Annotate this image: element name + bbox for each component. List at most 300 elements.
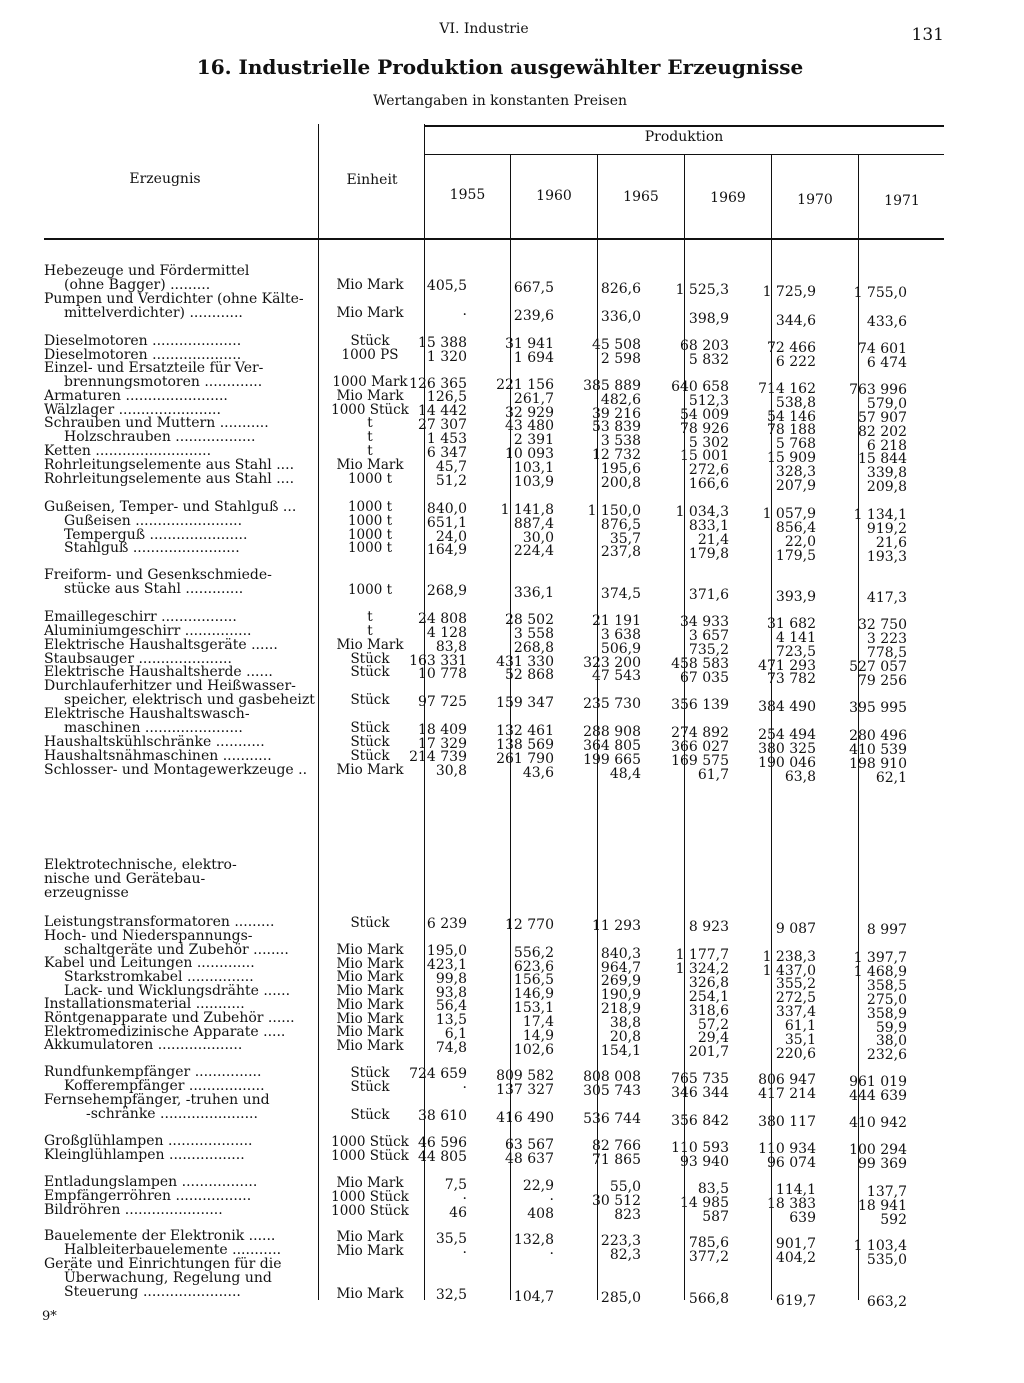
row-unit: 1000 Stück xyxy=(331,402,409,418)
cell-value: 579,0 xyxy=(866,396,907,412)
cell-value: 1 725,9 xyxy=(762,284,816,300)
cell-value: 18 941 xyxy=(858,1198,907,1214)
cell-value: 358,9 xyxy=(866,1006,907,1022)
table-subtitle: Wertangaben in konstanten Preisen xyxy=(372,93,628,109)
cell-value: 100 294 xyxy=(849,1142,907,1158)
cell-value: 3 558 xyxy=(513,626,554,642)
row-label: Temperguß ...................... xyxy=(64,527,248,543)
cell-value: 1 453 xyxy=(426,431,467,447)
row-unit: t xyxy=(367,429,373,445)
cell-value: 78 926 xyxy=(680,421,729,437)
cell-value: 377,2 xyxy=(688,1249,729,1265)
row-label: Großglühlampen ................... xyxy=(44,1133,253,1149)
cell-value: 237,8 xyxy=(600,544,641,560)
cell-value: 336,0 xyxy=(600,309,641,325)
cell-value: 1 437,0 xyxy=(762,963,816,979)
cell-value: 73 782 xyxy=(767,671,816,687)
cell-value: 132 461 xyxy=(496,723,554,739)
row-label: (ohne Bagger) ......... xyxy=(64,277,211,293)
cell-value: 198 910 xyxy=(849,756,907,772)
col-header-year: 1970 xyxy=(797,192,833,208)
cell-value: 29,4 xyxy=(697,1030,729,1046)
cell-value: 38 610 xyxy=(418,1108,467,1124)
cell-value: 57,2 xyxy=(697,1017,729,1033)
cell-value: 83,8 xyxy=(435,639,467,655)
section-heading-line: nische und Gerätebau- xyxy=(44,871,206,887)
cell-value: 261,7 xyxy=(513,391,554,407)
cell-value: 55,0 xyxy=(609,1179,641,1195)
row-unit: 1000 t xyxy=(347,540,393,556)
cell-value: 6 218 xyxy=(866,438,907,454)
cell-value: 1 324,2 xyxy=(675,961,729,977)
cell-value: 200,8 xyxy=(600,475,641,491)
cell-value: 72 466 xyxy=(767,340,816,356)
cell-value: 15 844 xyxy=(858,451,907,467)
row-unit: 1000 PS xyxy=(341,347,399,363)
row-label: Steuerung ...................... xyxy=(64,1284,241,1300)
cell-value: 59,9 xyxy=(875,1020,907,1036)
cell-value: 404,2 xyxy=(775,1250,816,1266)
row-unit: 1000 Stück xyxy=(331,1148,409,1164)
cell-value: 154,1 xyxy=(600,1043,641,1059)
cell-value: 156,5 xyxy=(513,972,554,988)
cell-value: 651,1 xyxy=(426,515,467,531)
row-label: Haushaltsnähmaschinen ........... xyxy=(44,748,272,764)
cell-value: 254,1 xyxy=(688,989,729,1005)
cell-value: 32,5 xyxy=(435,1287,467,1303)
top-rule xyxy=(424,125,944,127)
cell-value: 45,7 xyxy=(435,459,467,475)
cell-value: 27 307 xyxy=(418,417,467,433)
cell-value: 39 216 xyxy=(592,406,641,422)
row-label: Staubsauger ..................... xyxy=(44,651,232,667)
cell-value: 261 790 xyxy=(496,751,554,767)
cell-value: 44 805 xyxy=(418,1149,467,1165)
cell-value: 159 347 xyxy=(496,695,554,711)
cell-value: 356 139 xyxy=(671,697,729,713)
cell-value: 384 490 xyxy=(758,699,816,715)
row-unit: Stück xyxy=(350,664,390,680)
col-rule-unit xyxy=(318,124,319,1300)
cell-value: 190,9 xyxy=(600,987,641,1003)
cell-value: 15 388 xyxy=(418,335,467,351)
cell-value: 10 778 xyxy=(418,666,467,682)
cell-value: 1 397,7 xyxy=(853,950,907,966)
cell-value: · xyxy=(462,1245,467,1261)
cell-value: 126,5 xyxy=(426,389,467,405)
row-label: Dieselmotoren .................... xyxy=(44,333,242,349)
cell-value: 395 995 xyxy=(849,700,907,716)
cell-value: 82,3 xyxy=(609,1247,641,1263)
row-label: Elektromedizinische Apparate ..... xyxy=(44,1024,286,1040)
cell-value: 840,3 xyxy=(600,946,641,962)
cell-value: 374,5 xyxy=(600,586,641,602)
cell-value: 47 543 xyxy=(592,668,641,684)
cell-value: 110 593 xyxy=(671,1140,729,1156)
cell-value: 21,6 xyxy=(875,535,907,551)
cell-value: 808 008 xyxy=(583,1069,641,1085)
cell-value: 856,4 xyxy=(775,520,816,536)
row-unit: 1000 t xyxy=(347,527,393,543)
cell-value: 826,6 xyxy=(600,281,641,297)
row-unit: Stück xyxy=(350,651,390,667)
cell-value: 153,1 xyxy=(513,1000,554,1016)
cell-value: 405,5 xyxy=(426,278,467,294)
cell-value: 79 256 xyxy=(858,673,907,689)
cell-value: 24,0 xyxy=(435,529,467,545)
row-unit: 1000 t xyxy=(347,513,393,529)
cell-value: 482,6 xyxy=(600,392,641,408)
cell-value: 1 177,7 xyxy=(675,947,729,963)
cell-value: 31 941 xyxy=(505,336,554,352)
cell-value: 640 658 xyxy=(671,379,729,395)
cell-value: 12 770 xyxy=(505,917,554,933)
cell-value: 318,6 xyxy=(688,1003,729,1019)
cell-value: 285,0 xyxy=(600,1290,641,1306)
cell-value: 48 637 xyxy=(505,1151,554,1167)
row-label: Rohrleitungselemente aus Stahl .... xyxy=(44,471,295,487)
cell-value: 220,6 xyxy=(775,1046,816,1062)
cell-value: 15 001 xyxy=(680,448,729,464)
cell-value: 21,4 xyxy=(697,532,729,548)
row-unit: Mio Mark xyxy=(336,637,404,653)
cell-value: 46 596 xyxy=(418,1135,467,1151)
chapter-title: VI. Industrie xyxy=(439,21,529,37)
cell-value: 667,5 xyxy=(513,280,554,296)
cell-value: 268,9 xyxy=(426,583,467,599)
cell-value: 93,8 xyxy=(435,985,467,1001)
cell-value: 239,6 xyxy=(513,308,554,324)
cell-value: 21 191 xyxy=(592,613,641,629)
cell-value: 778,5 xyxy=(866,645,907,661)
cell-value: 344,6 xyxy=(775,313,816,329)
row-label: brennungsmotoren ............. xyxy=(64,374,263,390)
row-label: Emaillegeschirr ................. xyxy=(44,609,237,625)
cell-value: 99 369 xyxy=(858,1156,907,1172)
cell-value: 82 202 xyxy=(858,424,907,440)
cell-value: 48,4 xyxy=(609,766,641,782)
cell-value: 102,6 xyxy=(513,1042,554,1058)
cell-value: 38,0 xyxy=(875,1033,907,1049)
cell-value: 4 128 xyxy=(426,625,467,641)
cell-value: 385 889 xyxy=(583,378,641,394)
cell-value: 269,9 xyxy=(600,973,641,989)
row-unit: 1000 Stück xyxy=(331,1203,409,1219)
cell-value: 3 538 xyxy=(600,433,641,449)
row-unit: Stück xyxy=(350,1079,390,1095)
cell-value: 17 329 xyxy=(418,736,467,752)
cell-value: 254 494 xyxy=(758,727,816,743)
cell-value: 114,1 xyxy=(775,1182,816,1198)
cell-value: 1 694 xyxy=(513,350,554,366)
group-header-production: Produktion xyxy=(644,129,724,145)
cell-value: 179,8 xyxy=(688,546,729,562)
cell-value: 56,4 xyxy=(435,998,467,1014)
row-unit: Mio Mark xyxy=(336,969,404,985)
row-label: Fernsehempfänger, -truhen und xyxy=(44,1092,270,1108)
cell-value: 566,8 xyxy=(688,1291,729,1307)
cell-value: 512,3 xyxy=(688,393,729,409)
row-unit: Stück xyxy=(350,734,390,750)
cell-value: 806 947 xyxy=(758,1072,816,1088)
row-label: Bauelemente der Elektronik ...... xyxy=(44,1228,276,1244)
row-unit: Mio Mark xyxy=(336,762,404,778)
cell-value: 24 808 xyxy=(418,611,467,627)
cell-value: 663,2 xyxy=(866,1294,907,1310)
cell-value: 63 567 xyxy=(505,1137,554,1153)
cell-value: 346 344 xyxy=(671,1085,729,1101)
row-label: Stahlguß ........................ xyxy=(64,540,240,556)
row-label: Pumpen und Verdichter (ohne Kälte- xyxy=(44,291,304,307)
row-label: Holzschrauben .................. xyxy=(64,429,256,445)
cell-value: 619,7 xyxy=(775,1293,816,1309)
row-label: Empfängerröhren ................. xyxy=(44,1188,252,1204)
cell-value: 17,4 xyxy=(522,1014,554,1030)
row-unit: Mio Mark xyxy=(336,983,404,999)
table-title: 16. Industrielle Produktion ausgewählter Erzeugnisse xyxy=(196,55,804,79)
cell-value: · xyxy=(462,307,467,323)
cell-value: 11 293 xyxy=(592,918,641,934)
cell-value: 724 659 xyxy=(409,1066,467,1082)
cell-value: 68 203 xyxy=(680,338,729,354)
cell-value: 138 569 xyxy=(496,737,554,753)
cell-value: 46 xyxy=(449,1205,467,1221)
row-label: Elektrische Haushaltsgeräte ...... xyxy=(44,637,278,653)
cell-value: 32 750 xyxy=(858,617,907,633)
header-bottom-rule xyxy=(44,238,944,240)
cell-value: 6 474 xyxy=(866,355,907,371)
cell-value: 336,1 xyxy=(513,585,554,601)
row-label: Kleinglühlampen ................. xyxy=(44,1147,245,1163)
row-label: maschinen ...................... xyxy=(64,720,243,736)
cell-value: 63,8 xyxy=(784,769,816,785)
row-label: Gußeisen ........................ xyxy=(64,513,243,529)
cell-value: 639 xyxy=(789,1210,816,1226)
cell-value: 765 735 xyxy=(671,1071,729,1087)
row-label: Starkstromkabel ............... xyxy=(64,969,254,985)
row-unit: 1000 Stück xyxy=(331,1134,409,1150)
cell-value: 587 xyxy=(702,1209,729,1225)
row-unit: 1000 t xyxy=(347,499,393,515)
cell-value: 54 009 xyxy=(680,407,729,423)
cell-value: 74,8 xyxy=(435,1040,467,1056)
cell-value: 207,9 xyxy=(775,478,816,494)
row-unit: Stück xyxy=(350,1107,390,1123)
cell-value: 410 539 xyxy=(849,742,907,758)
row-unit: Mio Mark xyxy=(336,956,404,972)
cell-value: 235 730 xyxy=(583,696,641,712)
cell-value: 1 134,1 xyxy=(853,507,907,523)
cell-value: 592 xyxy=(880,1212,907,1228)
cell-value: 763 996 xyxy=(849,382,907,398)
cell-value: 358,5 xyxy=(866,978,907,994)
row-label: -schränke ...................... xyxy=(86,1106,258,1122)
cell-value: 132,8 xyxy=(513,1232,554,1248)
cell-value: 5 302 xyxy=(688,435,729,451)
cell-value: 12 732 xyxy=(592,447,641,463)
cell-value: 964,7 xyxy=(600,960,641,976)
cell-value: 723,5 xyxy=(775,644,816,660)
cell-value: 272,6 xyxy=(688,462,729,478)
cell-value: 366 027 xyxy=(671,739,729,755)
cell-value: 1 034,3 xyxy=(675,504,729,520)
cell-value: 28 502 xyxy=(505,612,554,628)
row-unit: 1000 Mark xyxy=(332,374,408,390)
cell-value: 876,5 xyxy=(600,517,641,533)
cell-value: 6 347 xyxy=(426,445,467,461)
cell-value: 1 150,0 xyxy=(587,503,641,519)
cell-value: 823 xyxy=(614,1207,641,1223)
cell-value: · xyxy=(462,1080,467,1096)
cell-value: 169 575 xyxy=(671,753,729,769)
row-unit: Mio Mark xyxy=(336,277,404,293)
cell-value: 431 330 xyxy=(496,654,554,670)
cell-value: 1 525,3 xyxy=(675,282,729,298)
cell-value: 6 222 xyxy=(775,354,816,370)
cell-value: 103,9 xyxy=(513,474,554,490)
row-label: Wälzlager ....................... xyxy=(44,402,221,418)
cell-value: 2 598 xyxy=(600,351,641,367)
cell-value: 288 908 xyxy=(583,724,641,740)
row-label: Hebezeuge und Fördermittel xyxy=(44,263,250,279)
cell-value: 195,0 xyxy=(426,943,467,959)
cell-value: 380 325 xyxy=(758,741,816,757)
cell-value: · xyxy=(549,1192,554,1208)
cell-value: 423,1 xyxy=(426,957,467,973)
cell-value: 193,3 xyxy=(866,549,907,565)
cell-value: 809 582 xyxy=(496,1068,554,1084)
row-label: Armaturen ....................... xyxy=(44,388,228,404)
cell-value: 52 868 xyxy=(505,667,554,683)
cell-value: 433,6 xyxy=(866,314,907,330)
row-unit: t xyxy=(367,415,373,431)
cell-value: 10 093 xyxy=(505,446,554,462)
cell-value: 398,9 xyxy=(688,311,729,327)
cell-value: 356 842 xyxy=(671,1113,729,1129)
row-unit: 1000 Stück xyxy=(331,1189,409,1205)
cell-value: 53 839 xyxy=(592,419,641,435)
cell-value: 146,9 xyxy=(513,986,554,1002)
cell-value: 1 057,9 xyxy=(762,506,816,522)
cell-value: 34 933 xyxy=(680,614,729,630)
cell-value: 785,6 xyxy=(688,1235,729,1251)
cell-value: 74 601 xyxy=(858,341,907,357)
page-number: 131 xyxy=(911,25,944,45)
cell-value: 99,8 xyxy=(435,971,467,987)
row-label: Aluminiumgeschirr ............... xyxy=(44,623,252,639)
cell-value: 30,0 xyxy=(522,530,554,546)
cell-value: 190 046 xyxy=(758,755,816,771)
row-label: speicher, elektrisch und gasbeheizt xyxy=(64,692,315,708)
row-label: Lack- und Wicklungsdrähte ...... xyxy=(64,983,291,999)
row-unit: Stück xyxy=(350,915,390,931)
cell-value: 54 146 xyxy=(767,409,816,425)
row-unit: 1000 t xyxy=(347,471,393,487)
cell-value: 13,5 xyxy=(435,1012,467,1028)
cell-value: 3 638 xyxy=(600,627,641,643)
cell-value: 6 239 xyxy=(426,916,467,932)
row-unit: Mio Mark xyxy=(336,388,404,404)
cell-value: 45 508 xyxy=(592,337,641,353)
cell-value: 339,8 xyxy=(866,465,907,481)
cell-value: 18 383 xyxy=(767,1196,816,1212)
col-header-unit: Einheit xyxy=(346,172,398,188)
cell-value: 275,0 xyxy=(866,992,907,1008)
cell-value: 14 985 xyxy=(680,1195,729,1211)
cell-value: 323 200 xyxy=(583,655,641,671)
cell-value: 201,7 xyxy=(688,1044,729,1060)
cell-value: 96 074 xyxy=(767,1155,816,1171)
cell-value: 4 141 xyxy=(775,630,816,646)
cell-value: 209,8 xyxy=(866,479,907,495)
cell-value: 417,3 xyxy=(866,590,907,606)
cell-value: 417 214 xyxy=(758,1086,816,1102)
col-header-year: 1960 xyxy=(536,188,572,204)
cell-value: 337,4 xyxy=(775,1004,816,1020)
cell-value: 82 766 xyxy=(592,1138,641,1154)
cell-value: 166,6 xyxy=(688,476,729,492)
cell-value: 71 865 xyxy=(592,1152,641,1168)
cell-value: 38,8 xyxy=(609,1015,641,1031)
cell-value: 364 805 xyxy=(583,738,641,754)
cell-value: 61,1 xyxy=(784,1018,816,1034)
cell-value: 3 223 xyxy=(866,631,907,647)
row-unit: Mio Mark xyxy=(336,997,404,1013)
cell-value: 1 238,3 xyxy=(762,949,816,965)
cell-value: 214 739 xyxy=(409,749,467,765)
cell-value: · xyxy=(549,1246,554,1262)
row-label: Haushaltskühlschränke ........... xyxy=(44,734,265,750)
cell-value: 840,0 xyxy=(426,501,467,517)
cell-value: 62,1 xyxy=(875,770,907,786)
cell-value: 5 832 xyxy=(688,352,729,368)
cell-value: 408 xyxy=(527,1206,554,1222)
cell-value: 328,3 xyxy=(775,464,816,480)
cell-value: 218,9 xyxy=(600,1001,641,1017)
cell-value: 195,6 xyxy=(600,461,641,477)
row-unit: Stück xyxy=(350,748,390,764)
row-unit: Mio Mark xyxy=(336,1286,404,1302)
cell-value: 1 141,8 xyxy=(500,502,554,518)
cell-value: 103,1 xyxy=(513,460,554,476)
cell-value: 9 087 xyxy=(775,921,816,937)
row-unit: Mio Mark xyxy=(336,305,404,321)
cell-value: 30,8 xyxy=(435,763,467,779)
cell-value: 8 997 xyxy=(866,922,907,938)
cell-value: 179,5 xyxy=(775,548,816,564)
row-label: Halbleiterbauelemente ........... xyxy=(64,1242,282,1258)
cell-value: 1 320 xyxy=(426,349,467,365)
row-label: Schrauben und Muttern ........... xyxy=(44,415,269,431)
row-unit: t xyxy=(367,443,373,459)
cell-value: 14 442 xyxy=(418,403,467,419)
row-label: Dieselmotoren .................... xyxy=(44,347,242,363)
cell-value: 416 490 xyxy=(496,1110,554,1126)
cell-value: 5 768 xyxy=(775,436,816,452)
cell-value: 901,7 xyxy=(775,1236,816,1252)
cell-value: 22,9 xyxy=(522,1178,554,1194)
cell-value: 3 657 xyxy=(688,628,729,644)
row-unit: Mio Mark xyxy=(336,942,404,958)
cell-value: 137,7 xyxy=(866,1184,907,1200)
row-unit: t xyxy=(367,623,373,639)
row-label: Akkumulatoren ................... xyxy=(44,1037,243,1053)
cell-value: 506,9 xyxy=(600,641,641,657)
row-unit: 1000 t xyxy=(347,582,393,598)
row-label: Elektrische Haushaltsherde ...... xyxy=(44,664,273,680)
row-unit: Stück xyxy=(350,692,390,708)
cell-value: 163 331 xyxy=(409,653,467,669)
